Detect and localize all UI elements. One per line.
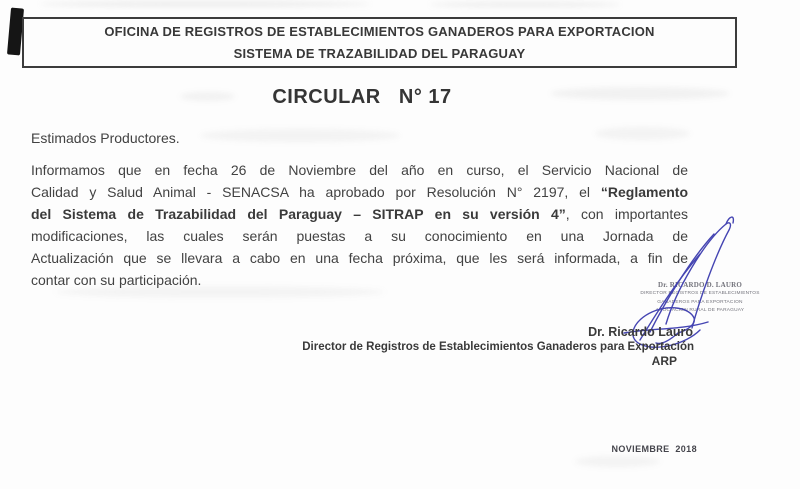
scan-smudge [200, 129, 400, 142]
stamp-line: DIRECTOR REGISTROS DE ESTABLECIMIENTOS [640, 291, 760, 296]
scan-smudge [575, 456, 660, 467]
body-paragraph [31, 159, 688, 291]
paragraph-segment: “Reglamento [600, 184, 688, 200]
greeting: Estimados Productores. [31, 130, 180, 146]
header-line-2: SISTEMA DE TRAZABILIDAD DEL PARAGUAY [233, 46, 526, 61]
stamp-line: Dr. RICARDO D. LAURO [657, 281, 743, 289]
paragraph-line [31, 181, 688, 203]
scan-smudge [40, 1, 370, 7]
circular-title: CIRCULAR N° 17 [272, 86, 452, 108]
paragraph-segment: , con importantes [565, 206, 688, 222]
scan-smudge [595, 127, 690, 140]
paragraph-line [31, 247, 688, 269]
paragraph-segment: Actualización que se llevara a cabo en una fecha próxima, que les será informada, a fin de [31, 250, 688, 266]
paragraph-line [31, 203, 688, 225]
paragraph-segment: modificaciones, las cuales serán puestas a su conocimiento en una Jornada de [31, 228, 688, 244]
paragraph-line [31, 225, 688, 247]
signer-org: ARP [651, 354, 677, 368]
header-line-1: OFICINA DE REGISTROS DE ESTABLECIMIENTOS GANADEROS PARA EXPORTACION [104, 24, 655, 39]
date-stamp: NOVIEMBRE 2018 [611, 444, 697, 454]
stamp-line: GANADEROS PARA EXPORTACION [657, 299, 743, 305]
paragraph-segment: del Sistema de Trazabilidad del Paraguay – SITRAP en su versión 4” [31, 206, 566, 222]
paragraph-segment: Informamos que en fecha 26 de Noviembre del año en curso, el Servicio Nacional de [31, 162, 688, 178]
paragraph-line [31, 159, 688, 181]
signer-name: Dr. Ricardo Lauro [588, 325, 693, 339]
stamp-line: ASOCIACION RURAL DE PARAGUAY [655, 308, 745, 313]
header-box [22, 17, 737, 68]
scan-smudge [430, 2, 620, 7]
paragraph-segment: Calidad y Salud Animal - SENACSA ha aprobado por Resolución N° 2197, el [31, 184, 601, 200]
paragraph-segment: contar con su participación. [31, 272, 202, 288]
signer-role: Director de Registros de Establecimientos Ganaderos para Exportación [302, 341, 694, 353]
title-row [0, 86, 800, 109]
paragraph-line [31, 269, 688, 291]
